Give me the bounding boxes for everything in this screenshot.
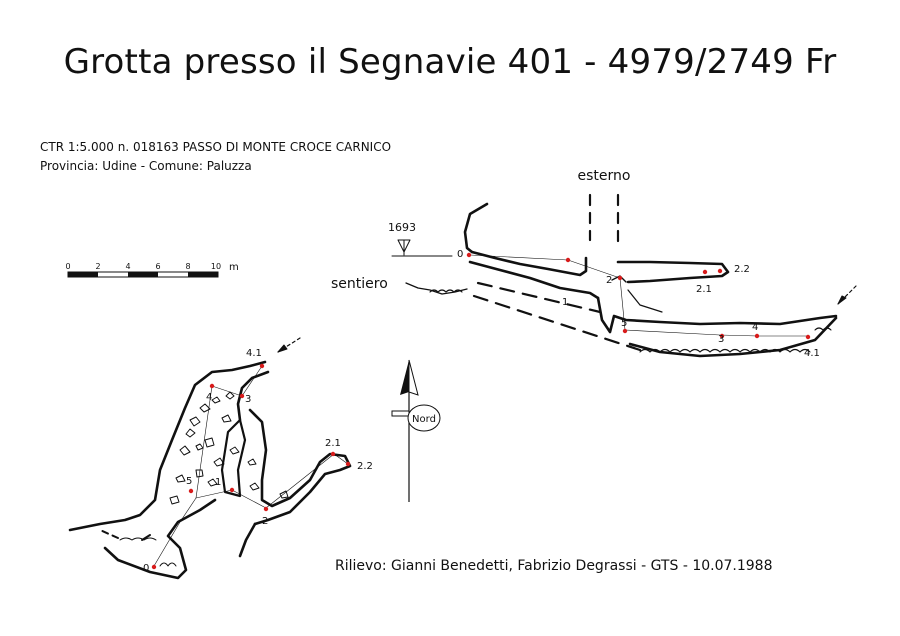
scale-bar	[65, 262, 238, 277]
plan-station-4-1: 4.1	[246, 348, 262, 359]
section-station-0: 0	[457, 249, 464, 260]
north-label: Nord	[412, 414, 436, 425]
plan-station-4: 4	[206, 392, 213, 403]
section-station-2: 2	[606, 275, 613, 286]
label-exterior: esterno	[577, 168, 631, 184]
plan-station-0: 0	[143, 563, 150, 574]
plan-station-3: 3	[245, 394, 252, 405]
scale-tick-4: 4	[125, 262, 131, 271]
plan-station-2-2: 2.2	[357, 461, 373, 472]
section-stations	[467, 253, 810, 339]
section-station-2-1: 2.1	[696, 284, 712, 295]
scale-tick-2: 2	[95, 262, 101, 271]
cave-plan	[70, 338, 350, 578]
section-station-3: 3	[718, 334, 725, 345]
plan-station-2: 2	[262, 516, 269, 527]
scale-tick-10: 10	[210, 262, 222, 271]
scale-tick-0: 0	[65, 262, 71, 271]
label-path: sentiero	[331, 276, 388, 292]
section-station-5: 5	[621, 318, 628, 329]
plan-station-2-1: 2.1	[325, 438, 341, 449]
section-station-2-2: 2.2	[734, 264, 750, 275]
section-station-1: 1	[562, 297, 569, 308]
location-info: Provincia: Udine - Comune: Paluzza	[40, 159, 252, 173]
section-station-4-1: 4.1	[804, 348, 820, 359]
page-title: Grotta presso il Segnavie 401 - 4979/2749 Fr	[63, 42, 837, 82]
scale-unit: m	[229, 262, 239, 273]
plan-station-5: 5	[186, 476, 193, 487]
section-station-4: 4	[752, 322, 759, 333]
plan-station-1: 1	[215, 477, 222, 488]
scale-tick-8: 8	[185, 262, 191, 271]
map-sheet-reference: CTR 1:5.000 n. 018163 PASSO DI MONTE CROCE CARNICO	[40, 140, 392, 154]
scale-tick-6: 6	[155, 262, 161, 271]
survey-credits: Rilievo: Gianni Benedetti, Fabrizio Degrassi - GTS - 10.07.1988	[335, 558, 773, 574]
label-elevation: 1693	[388, 221, 416, 234]
north-arrow	[392, 360, 440, 502]
